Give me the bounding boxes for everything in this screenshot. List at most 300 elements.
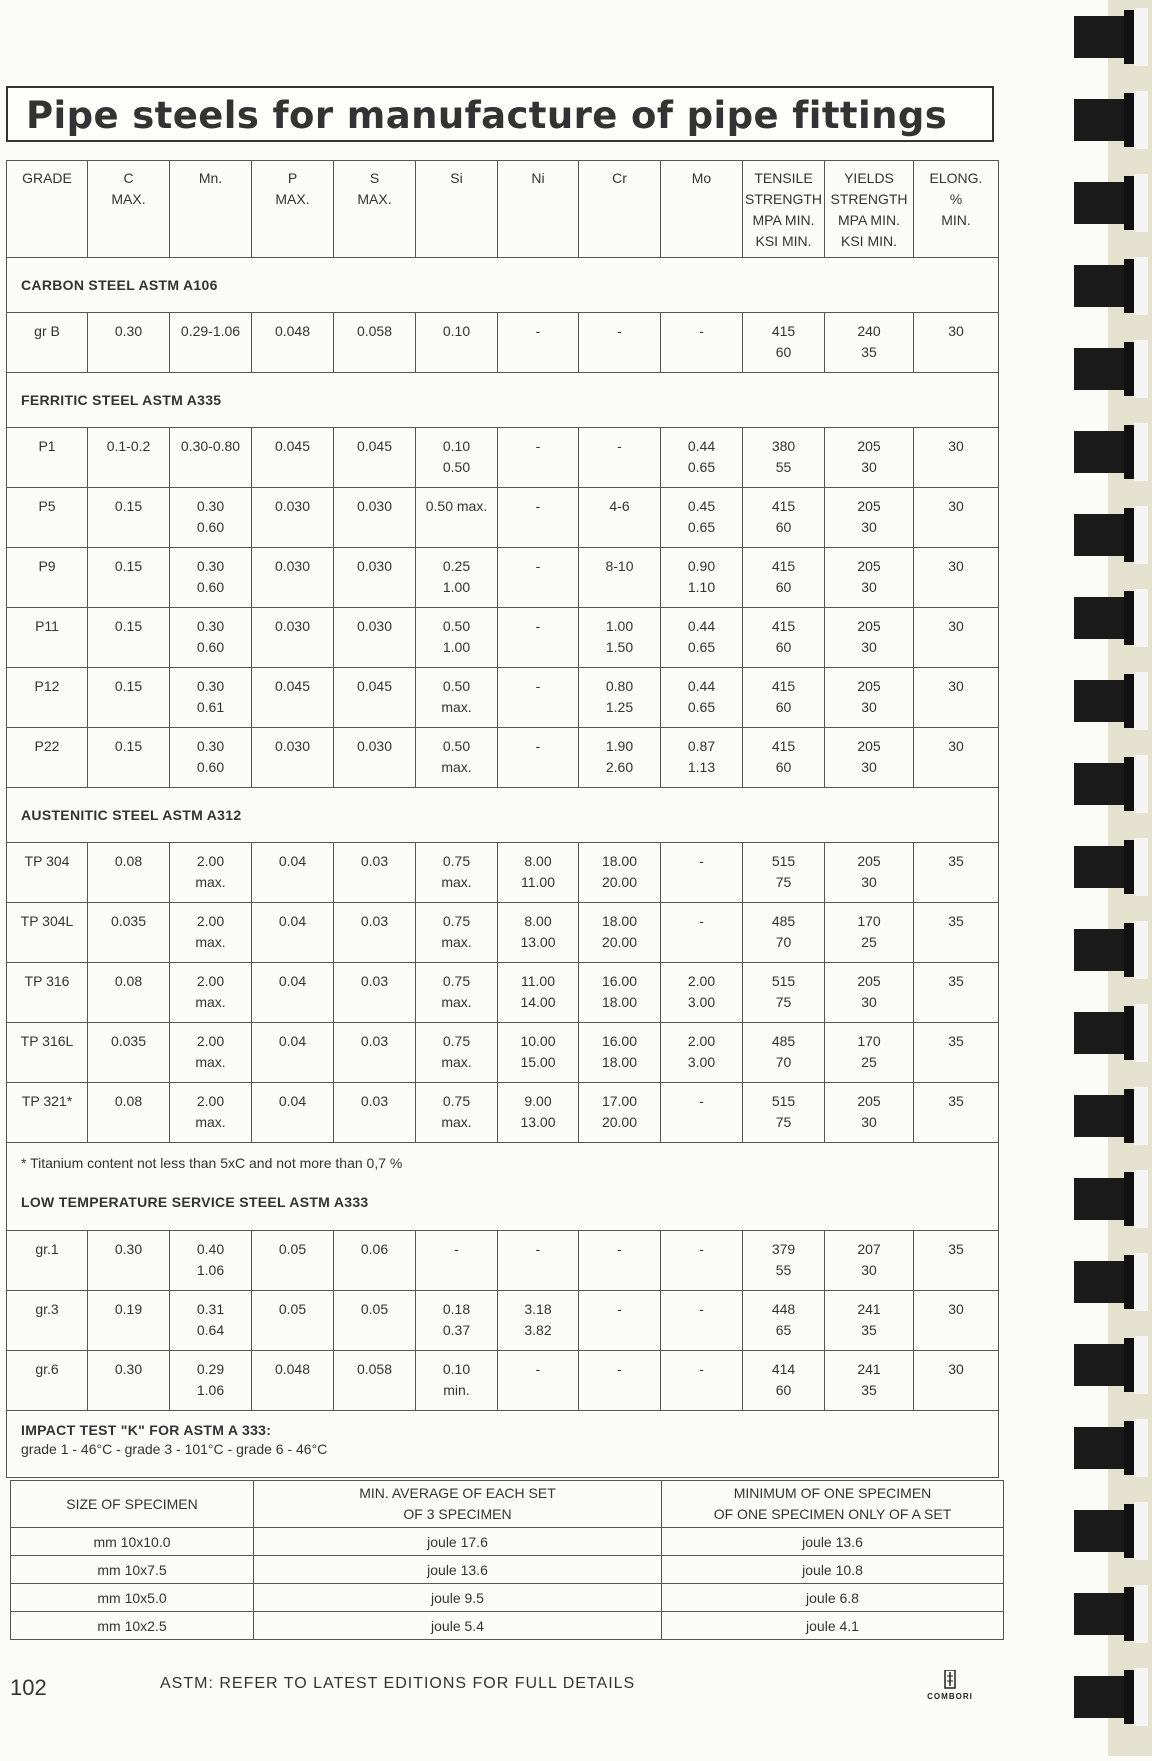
cell-value: 2.00 bbox=[196, 913, 225, 929]
yields-cell bbox=[825, 1083, 914, 1143]
table-row bbox=[7, 548, 999, 608]
cell-value: 60 bbox=[775, 1381, 792, 1398]
cell-value: 2.00 bbox=[196, 1093, 225, 1109]
cell-value: - bbox=[535, 438, 541, 454]
cell-value: 0.045 bbox=[274, 438, 311, 454]
elong-cell bbox=[914, 903, 999, 963]
p-cell bbox=[252, 1350, 334, 1410]
page-number: 102 bbox=[10, 1675, 47, 1700]
mn-cell bbox=[170, 1083, 252, 1143]
table-row bbox=[7, 608, 999, 668]
c-cell bbox=[88, 843, 170, 903]
cell-value: 0.045 bbox=[356, 438, 393, 454]
cell-value: 415 bbox=[771, 738, 796, 754]
yields-cell bbox=[825, 1230, 914, 1290]
cell-value: 0.75 bbox=[442, 853, 471, 869]
cell-value: 35 bbox=[948, 1240, 964, 1257]
cell-value: 35 bbox=[948, 913, 964, 929]
yields-cell bbox=[825, 668, 914, 728]
si-cell bbox=[416, 548, 498, 608]
yields-cell bbox=[825, 608, 914, 668]
cell-value: - bbox=[617, 323, 622, 339]
mo-cell bbox=[661, 903, 743, 963]
cell-value: - bbox=[699, 1360, 704, 1377]
cell-value: 0.15 bbox=[114, 558, 143, 574]
tensile-cell bbox=[743, 1350, 825, 1410]
cell-value: 241 bbox=[857, 1360, 881, 1377]
cell-value: min. bbox=[443, 1381, 470, 1398]
cell-value: 1.50 bbox=[605, 639, 634, 655]
mo-cell bbox=[661, 1290, 743, 1350]
table-row bbox=[7, 313, 999, 373]
cell-value: 205 bbox=[857, 678, 881, 694]
p-cell bbox=[252, 1023, 334, 1083]
c-cell bbox=[88, 428, 170, 488]
cell-value: 18.00 bbox=[601, 913, 638, 929]
elong-cell bbox=[914, 1350, 999, 1410]
cell-value: max. bbox=[195, 874, 226, 890]
binding-ring bbox=[1074, 755, 1148, 813]
header-cr: Cr bbox=[579, 161, 661, 258]
yields-cell bbox=[825, 313, 914, 373]
table-row bbox=[7, 1350, 999, 1410]
mn-cell bbox=[170, 608, 252, 668]
cell-value: 30 bbox=[861, 759, 877, 775]
s-cell bbox=[334, 1083, 416, 1143]
yields-cell bbox=[825, 903, 914, 963]
cell-value: 0.80 bbox=[605, 678, 634, 694]
cell-value: 11.00 bbox=[521, 874, 555, 890]
cell-value: 1.25 bbox=[605, 699, 634, 715]
cell-value: 0.03 bbox=[360, 853, 389, 869]
ni-cell bbox=[498, 728, 579, 788]
cell-value: 30 bbox=[948, 618, 964, 634]
specimen-cell: mm 10x5.0 bbox=[11, 1584, 254, 1612]
cell-value: 0.30 bbox=[196, 498, 225, 514]
cell-value: 60 bbox=[775, 579, 792, 595]
header-elong: ELONG. % MIN. bbox=[914, 161, 999, 258]
cr-cell bbox=[579, 728, 661, 788]
tensile-cell bbox=[743, 668, 825, 728]
cell-value: - bbox=[617, 1240, 622, 1257]
si-cell bbox=[416, 1230, 498, 1290]
specimen-header-row bbox=[11, 1481, 1004, 1528]
header-c: C MAX. bbox=[88, 161, 170, 258]
cell-value: 1.10 bbox=[687, 579, 716, 595]
p-cell bbox=[252, 903, 334, 963]
cell-value: 55 bbox=[775, 1261, 792, 1278]
cell-value: 0.50 bbox=[442, 618, 471, 634]
cell-value: 2.00 bbox=[196, 1033, 225, 1049]
cell-value: 0.08 bbox=[114, 853, 143, 869]
cell-value: 380 bbox=[771, 438, 796, 454]
specimen-cell: joule 6.8 bbox=[662, 1584, 1004, 1612]
header-si: Si bbox=[416, 161, 498, 258]
elong-cell bbox=[914, 668, 999, 728]
footnote-row bbox=[7, 1143, 999, 1176]
cr-cell bbox=[579, 608, 661, 668]
yields-cell bbox=[825, 963, 914, 1023]
impact-test-detail: grade 1 - 46°C - grade 3 - 101°C - grade 6 - 46°C bbox=[21, 1440, 328, 1457]
table-row bbox=[7, 428, 999, 488]
mn-cell bbox=[170, 488, 252, 548]
yields-cell bbox=[825, 428, 914, 488]
cell-value: - bbox=[699, 323, 704, 339]
cell-value: 415 bbox=[771, 618, 796, 634]
publisher-logo bbox=[920, 1670, 980, 1706]
cell-value: 30 bbox=[948, 1300, 964, 1317]
cell-value: 0.04 bbox=[278, 913, 307, 929]
mn-cell bbox=[170, 903, 252, 963]
ni-cell bbox=[498, 963, 579, 1023]
cell-value: 1.00 bbox=[442, 579, 471, 595]
cell-value: 20.00 bbox=[601, 934, 638, 950]
cell-value: 30 bbox=[861, 639, 877, 655]
cell-value: max. bbox=[195, 994, 226, 1010]
tensile-cell bbox=[743, 963, 825, 1023]
mn-cell bbox=[170, 313, 252, 373]
grade-cell: gr.6 bbox=[7, 1350, 88, 1410]
yields-cell bbox=[825, 488, 914, 548]
cell-value: 30 bbox=[861, 459, 877, 475]
cell-value: 60 bbox=[775, 519, 792, 535]
grade-cell: P12 bbox=[7, 668, 88, 728]
cell-value: 1.06 bbox=[196, 1261, 225, 1278]
specimen-cell: mm 10x10.0 bbox=[11, 1528, 254, 1556]
cell-value: 14.00 bbox=[520, 994, 556, 1010]
binding-ring bbox=[1074, 1004, 1148, 1062]
cell-value: - bbox=[535, 678, 541, 694]
grade-cell: P9 bbox=[7, 548, 88, 608]
cr-cell bbox=[579, 548, 661, 608]
grade-cell: P11 bbox=[7, 608, 88, 668]
cell-value: - bbox=[535, 498, 541, 514]
mn-cell bbox=[170, 1023, 252, 1083]
mn-cell bbox=[170, 1350, 252, 1410]
cell-value: 415 bbox=[771, 323, 796, 339]
cell-value: 65 bbox=[775, 1321, 792, 1338]
binding-ring bbox=[1074, 1253, 1148, 1311]
tensile-cell bbox=[743, 608, 825, 668]
cell-value: 10.00 bbox=[520, 1033, 556, 1049]
cell-value: 15.00 bbox=[520, 1054, 556, 1070]
cell-value: 8-10 bbox=[605, 558, 634, 574]
mo-cell bbox=[661, 728, 743, 788]
ni-cell bbox=[498, 1083, 579, 1143]
cell-value: 0.030 bbox=[274, 738, 311, 754]
s-cell bbox=[334, 728, 416, 788]
c-cell bbox=[88, 668, 170, 728]
table-row bbox=[7, 488, 999, 548]
cr-cell bbox=[579, 668, 661, 728]
elong-cell bbox=[914, 1023, 999, 1083]
cell-value: 20.00 bbox=[601, 1114, 638, 1130]
cr-cell bbox=[579, 963, 661, 1023]
c-cell bbox=[88, 1290, 170, 1350]
p-cell bbox=[252, 1083, 334, 1143]
cell-value: max. bbox=[441, 699, 472, 715]
cell-value: 205 bbox=[857, 853, 881, 869]
c-cell bbox=[88, 548, 170, 608]
cell-value: 70 bbox=[775, 934, 792, 950]
cell-value: - bbox=[535, 618, 541, 634]
c-cell bbox=[88, 1083, 170, 1143]
cell-value: 35 bbox=[948, 1033, 964, 1049]
cell-value: 0.90 bbox=[687, 558, 716, 574]
specimen-cell: joule 10.8 bbox=[662, 1556, 1004, 1584]
cell-value: 0.03 bbox=[360, 1093, 389, 1109]
cell-value: 75 bbox=[775, 1114, 792, 1130]
cell-value: 70 bbox=[775, 1054, 792, 1070]
mo-cell bbox=[661, 1230, 743, 1290]
s-cell bbox=[334, 313, 416, 373]
cell-value: 0.10 bbox=[442, 323, 471, 339]
specimen-row bbox=[11, 1612, 1004, 1640]
cell-value: 0.03 bbox=[360, 973, 389, 989]
cell-value: 0.030 bbox=[356, 558, 393, 574]
cell-value: 485 bbox=[771, 913, 796, 929]
si-cell bbox=[416, 963, 498, 1023]
cell-value: 0.25 bbox=[442, 558, 471, 574]
cell-value: max. bbox=[195, 934, 226, 950]
tensile-cell bbox=[743, 728, 825, 788]
binding-ring bbox=[1074, 1668, 1148, 1726]
grade-cell: P1 bbox=[7, 428, 88, 488]
cr-cell bbox=[579, 1083, 661, 1143]
grade-cell: TP 304L bbox=[7, 903, 88, 963]
cell-value: 25 bbox=[861, 1054, 877, 1070]
c-cell bbox=[88, 728, 170, 788]
cell-value: 4-6 bbox=[609, 498, 630, 514]
ni-cell bbox=[498, 668, 579, 728]
c-cell bbox=[88, 1023, 170, 1083]
yields-cell bbox=[825, 1290, 914, 1350]
specimen-row bbox=[11, 1584, 1004, 1612]
header-tensile: TENSILE STRENGTH MPA MIN. KSI MIN. bbox=[743, 161, 825, 258]
grade-cell: gr.1 bbox=[7, 1230, 88, 1290]
si-cell bbox=[416, 1290, 498, 1350]
cell-value: 0.29 bbox=[196, 1360, 225, 1377]
s-cell bbox=[334, 843, 416, 903]
mo-cell bbox=[661, 608, 743, 668]
p-cell bbox=[252, 488, 334, 548]
cell-value: - bbox=[535, 738, 541, 754]
p-cell bbox=[252, 963, 334, 1023]
cell-value: 0.50 bbox=[442, 459, 471, 475]
mn-cell bbox=[170, 548, 252, 608]
cell-value: 0.50 max. bbox=[425, 498, 488, 514]
s-cell bbox=[334, 1023, 416, 1083]
cell-value: 241 bbox=[857, 1300, 881, 1317]
tensile-cell bbox=[743, 488, 825, 548]
binding-ring bbox=[1074, 1419, 1148, 1477]
tensile-cell bbox=[743, 1083, 825, 1143]
cell-value: 0.030 bbox=[274, 558, 311, 574]
cr-cell bbox=[579, 428, 661, 488]
tensile-cell bbox=[743, 313, 825, 373]
elong-cell bbox=[914, 1230, 999, 1290]
cell-value: 1.06 bbox=[196, 1381, 225, 1398]
yields-cell bbox=[825, 728, 914, 788]
cell-value: 30 bbox=[948, 1360, 964, 1377]
table-row bbox=[7, 1023, 999, 1083]
cell-value: 60 bbox=[775, 759, 792, 775]
si-cell bbox=[416, 608, 498, 668]
si-cell bbox=[416, 428, 498, 488]
cell-value: max. bbox=[441, 759, 472, 775]
mn-cell bbox=[170, 668, 252, 728]
p-cell bbox=[252, 428, 334, 488]
c-cell bbox=[88, 1230, 170, 1290]
s-cell bbox=[334, 608, 416, 668]
section-title: LOW TEMPERATURE SERVICE STEEL ASTM A333 bbox=[7, 1175, 999, 1230]
specimen-row bbox=[11, 1556, 1004, 1584]
cell-value: 75 bbox=[775, 994, 792, 1010]
mo-cell bbox=[661, 1023, 743, 1083]
tensile-cell bbox=[743, 1290, 825, 1350]
cell-value: - bbox=[617, 438, 622, 454]
cell-value: 20.00 bbox=[601, 874, 638, 890]
elong-cell bbox=[914, 488, 999, 548]
cell-value: 30 bbox=[861, 994, 877, 1010]
cell-value: 0.1-0.2 bbox=[106, 438, 151, 454]
binding-ring bbox=[1074, 1585, 1148, 1643]
cell-value: 0.030 bbox=[356, 618, 393, 634]
cell-value: 0.60 bbox=[196, 639, 225, 655]
footer-note: ASTM: REFER TO LATEST EDITIONS FOR FULL DETAILS bbox=[160, 1675, 636, 1692]
cell-value: 30 bbox=[948, 678, 964, 694]
cr-cell bbox=[579, 843, 661, 903]
cell-value: 0.37 bbox=[442, 1321, 471, 1338]
cell-value: 0.18 bbox=[442, 1300, 471, 1317]
s-cell bbox=[334, 963, 416, 1023]
cell-value: 55 bbox=[775, 459, 792, 475]
grade-cell: gr B bbox=[7, 313, 88, 373]
cell-value: 0.75 bbox=[442, 913, 471, 929]
s-cell bbox=[334, 1230, 416, 1290]
cell-value: 35 bbox=[861, 1381, 877, 1398]
si-cell bbox=[416, 903, 498, 963]
cell-value: 0.15 bbox=[114, 618, 143, 634]
tensile-cell bbox=[743, 428, 825, 488]
cr-cell bbox=[579, 313, 661, 373]
ni-cell bbox=[498, 843, 579, 903]
cell-value: 30 bbox=[861, 874, 877, 890]
mo-cell bbox=[661, 668, 743, 728]
cell-value: 2.60 bbox=[605, 759, 634, 775]
cell-value: 35 bbox=[861, 344, 877, 360]
cell-value: 0.045 bbox=[274, 678, 311, 694]
cell-value: 1.00 bbox=[605, 618, 634, 634]
cell-value: 0.65 bbox=[687, 459, 716, 475]
cell-value: 30 bbox=[861, 519, 877, 535]
yields-cell bbox=[825, 843, 914, 903]
specimen-cell: joule 13.6 bbox=[254, 1556, 662, 1584]
cell-value: 0.30 bbox=[114, 1240, 143, 1257]
cell-value: - bbox=[699, 853, 704, 869]
header-mo: Mo bbox=[661, 161, 743, 258]
cell-value: 18.00 bbox=[601, 853, 638, 869]
si-cell bbox=[416, 668, 498, 728]
mo-cell bbox=[661, 1083, 743, 1143]
cell-value: 3.00 bbox=[687, 1054, 716, 1070]
ni-cell bbox=[498, 903, 579, 963]
cell-value: 0.30 bbox=[196, 678, 225, 694]
cell-value: 0.30 bbox=[114, 1360, 143, 1377]
cell-value: 414 bbox=[771, 1360, 796, 1377]
ni-cell bbox=[498, 313, 579, 373]
cell-value: 16.00 bbox=[601, 973, 638, 989]
elong-cell bbox=[914, 843, 999, 903]
s-cell bbox=[334, 488, 416, 548]
specimen-header-size: SIZE OF SPECIMEN bbox=[11, 1481, 254, 1528]
cell-value: 0.30 bbox=[196, 618, 225, 634]
si-cell bbox=[416, 1023, 498, 1083]
cr-cell bbox=[579, 1350, 661, 1410]
cell-value: 16.00 bbox=[601, 1033, 638, 1049]
cell-value: 1.13 bbox=[687, 759, 716, 775]
cell-value: 0.87 bbox=[687, 738, 716, 754]
cell-value: 17.00 bbox=[601, 1093, 638, 1109]
ni-cell bbox=[498, 1230, 579, 1290]
cell-value: 415 bbox=[771, 678, 796, 694]
c-cell bbox=[88, 963, 170, 1023]
cell-value: 448 bbox=[771, 1300, 796, 1317]
p-cell bbox=[252, 313, 334, 373]
cell-value: 75 bbox=[775, 874, 792, 890]
cell-value: 3.82 bbox=[524, 1321, 552, 1338]
cell-value: 0.048 bbox=[274, 1360, 311, 1377]
mo-cell bbox=[661, 843, 743, 903]
mo-cell bbox=[661, 313, 743, 373]
cell-value: 0.03 bbox=[360, 1033, 389, 1049]
cell-value: 0.10 bbox=[442, 438, 471, 454]
footnote: * Titanium content not less than 5xC and not more than 0,7 % bbox=[7, 1143, 999, 1176]
cell-value: 0.030 bbox=[356, 738, 393, 754]
cell-value: 30 bbox=[948, 498, 964, 514]
cell-value: 8.00 bbox=[524, 853, 552, 869]
cell-value: 0.15 bbox=[114, 738, 143, 754]
specimen-cell: joule 17.6 bbox=[254, 1528, 662, 1556]
cell-value: 0.05 bbox=[278, 1240, 307, 1257]
cell-value: 205 bbox=[857, 498, 881, 514]
specimen-cell: mm 10x2.5 bbox=[11, 1612, 254, 1640]
cell-value: 0.60 bbox=[196, 519, 225, 535]
cell-value: 0.30 bbox=[196, 738, 225, 754]
cell-value: 485 bbox=[771, 1033, 796, 1049]
elong-cell bbox=[914, 608, 999, 668]
table-row bbox=[7, 1083, 999, 1143]
grade-cell: TP 321* bbox=[7, 1083, 88, 1143]
cell-value: 205 bbox=[857, 738, 881, 754]
cell-value: 0.60 bbox=[196, 579, 225, 595]
logo-text: COMBORI bbox=[927, 1692, 973, 1701]
tensile-cell bbox=[743, 903, 825, 963]
table-header-row bbox=[7, 161, 999, 258]
cell-value: 205 bbox=[857, 1093, 881, 1109]
impact-test-title: IMPACT TEST "K" FOR ASTM A 333: bbox=[21, 1421, 272, 1438]
ni-cell bbox=[498, 548, 579, 608]
cell-value: 0.04 bbox=[278, 1093, 307, 1109]
cell-value: 415 bbox=[771, 558, 796, 574]
grade-cell: TP 316 bbox=[7, 963, 88, 1023]
cell-value: max. bbox=[195, 1054, 226, 1070]
si-cell bbox=[416, 1083, 498, 1143]
tensile-cell bbox=[743, 843, 825, 903]
cell-value: 35 bbox=[948, 853, 964, 869]
specimen-header-minimum: MINIMUM OF ONE SPECIMEN OF ONE SPECIMEN ONLY OF A SET bbox=[662, 1481, 1004, 1528]
cell-value: 0.44 bbox=[687, 618, 716, 634]
